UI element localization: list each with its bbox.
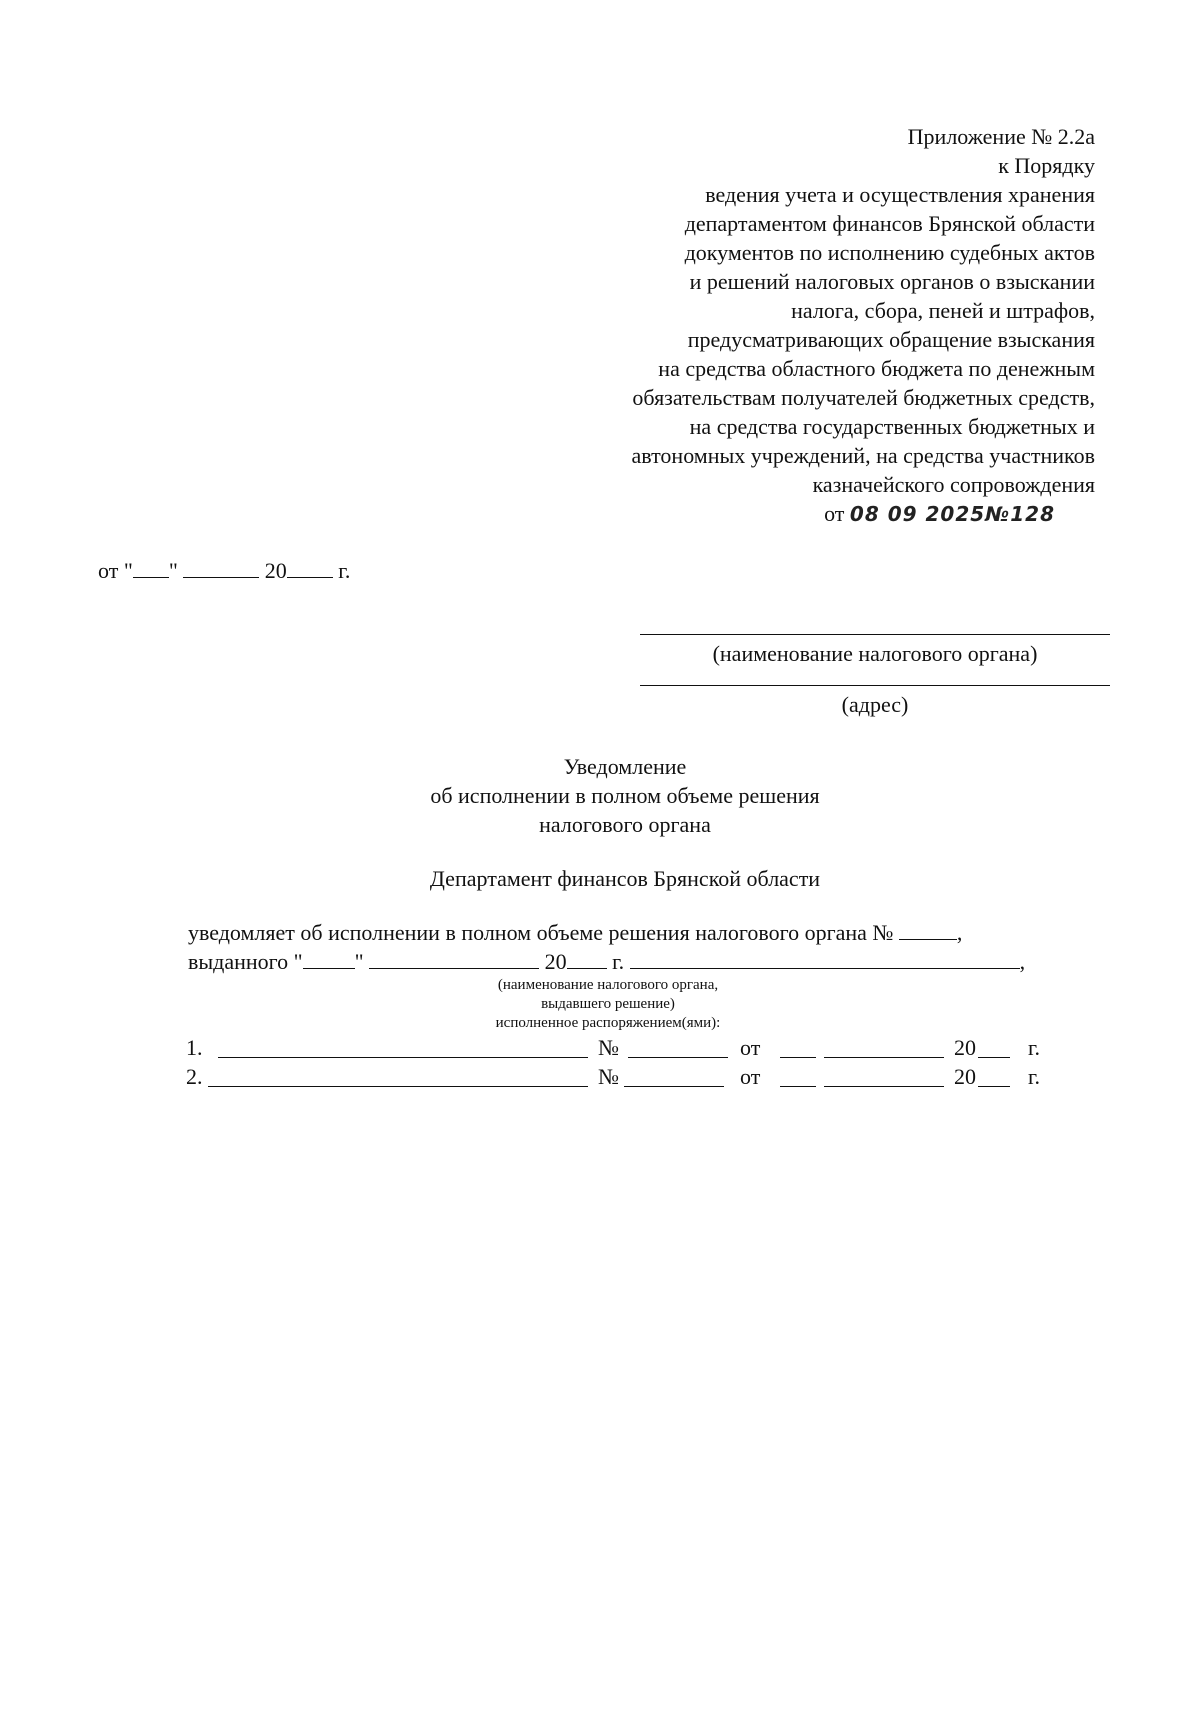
appendix-line: автономных учреждений, на средства участников: [631, 443, 1095, 468]
order-month-blank[interactable]: [824, 1037, 944, 1058]
year-suffix: г.: [338, 558, 351, 583]
from-date-prefix: от ": [98, 558, 133, 583]
comma: ,: [1019, 949, 1026, 974]
order-no-sign: №: [598, 1064, 619, 1089]
order-year: 20: [954, 1035, 976, 1060]
address-caption: (адрес): [841, 692, 909, 717]
order-day-blank[interactable]: [780, 1037, 816, 1058]
order-year-blank[interactable]: [978, 1066, 1010, 1087]
issued-year-blank[interactable]: [567, 948, 607, 969]
caption-line: (наименование налогового органа,: [497, 977, 719, 993]
order-number-label: 2.: [186, 1064, 203, 1089]
notice-body: [188, 918, 1068, 1091]
appendix-header: [535, 122, 1095, 529]
appendix-line: на средства государственных бюджетных и: [689, 414, 1095, 439]
issued-day-blank[interactable]: [303, 948, 355, 969]
order-month-blank[interactable]: [824, 1066, 944, 1087]
order-ot: от: [740, 1064, 761, 1089]
appendix-line: и решений налоговых органов о взыскании: [689, 269, 1095, 294]
year-prefix: 20: [264, 558, 287, 583]
issued-quote: ": [354, 949, 364, 974]
year-blank[interactable]: [287, 557, 333, 578]
issued-year: 20: [544, 949, 567, 974]
day-blank[interactable]: [133, 557, 169, 578]
title-line: Уведомление: [563, 754, 687, 779]
from-date-quote: ": [168, 558, 178, 583]
department-name: Департамент финансов Брянской области: [429, 866, 821, 891]
title-line: об исполнении в полном объеме решения: [430, 783, 820, 808]
decision-number-blank[interactable]: [899, 919, 957, 940]
recipient-block: [640, 600, 1110, 718]
issuing-authority-blank[interactable]: [630, 948, 1020, 969]
order-g: г.: [1028, 1035, 1041, 1060]
order-name-blank[interactable]: [218, 1037, 588, 1058]
issued-month-blank[interactable]: [369, 948, 539, 969]
address-field[interactable]: [640, 685, 1110, 686]
appendix-line: к Порядку: [998, 153, 1095, 178]
order-ot: от: [740, 1035, 761, 1060]
title-line: налогового органа: [539, 812, 711, 837]
issued-caption: [388, 976, 828, 1033]
order-row-1: [188, 1033, 1068, 1062]
order-no-blank[interactable]: [624, 1066, 724, 1087]
order-row-2: [188, 1062, 1068, 1091]
order-name-blank[interactable]: [208, 1066, 588, 1087]
notice-title: [300, 752, 950, 839]
tax-authority-name-field[interactable]: [640, 634, 1110, 635]
appendix-line: Приложение № 2.2а: [907, 124, 1095, 149]
appendix-line: казначейского сопровождения: [812, 472, 1095, 497]
order-number-label: 1.: [186, 1035, 203, 1060]
order-day-blank[interactable]: [780, 1066, 816, 1087]
appendix-line: ведения учета и осуществления хранения: [705, 182, 1095, 207]
comma: ,: [956, 920, 963, 945]
appendix-line: обязательствам получателей бюджетных средств,: [632, 385, 1095, 410]
order-no-blank[interactable]: [628, 1037, 728, 1058]
appendix-line: предусматривающих обращение взыскания: [687, 327, 1095, 352]
appendix-line: налога, сбора, пеней и штрафов,: [791, 298, 1095, 323]
appendix-line: документов по исполнению судебных актов: [684, 240, 1095, 265]
order-year-blank[interactable]: [978, 1037, 1010, 1058]
issued-row: [188, 947, 1068, 976]
notify-text: уведомляет об исполнении в полном объеме решения налогового органа №: [188, 920, 894, 945]
appendix-approval-line: [535, 499, 1095, 529]
handwritten-date-number: 08 09 2025№128: [849, 502, 1055, 526]
issued-prefix: выданного ": [188, 949, 303, 974]
approval-prefix: от: [824, 501, 845, 526]
form-date-line: [98, 557, 350, 584]
order-no-sign: №: [598, 1035, 619, 1060]
month-blank[interactable]: [183, 557, 259, 578]
appendix-line: департаментом финансов Брянской области: [684, 211, 1095, 236]
notify-row: [188, 918, 1068, 947]
caption-line: исполненное распоряжением(ями):: [495, 1015, 721, 1031]
caption-line: выдавшего решение): [541, 996, 675, 1012]
issued-g: г.: [612, 949, 625, 974]
appendix-line: на средства областного бюджета по денежным: [658, 356, 1095, 381]
order-g: г.: [1028, 1064, 1041, 1089]
order-year: 20: [954, 1064, 976, 1089]
tax-authority-caption: (наименование налогового органа): [712, 641, 1038, 666]
